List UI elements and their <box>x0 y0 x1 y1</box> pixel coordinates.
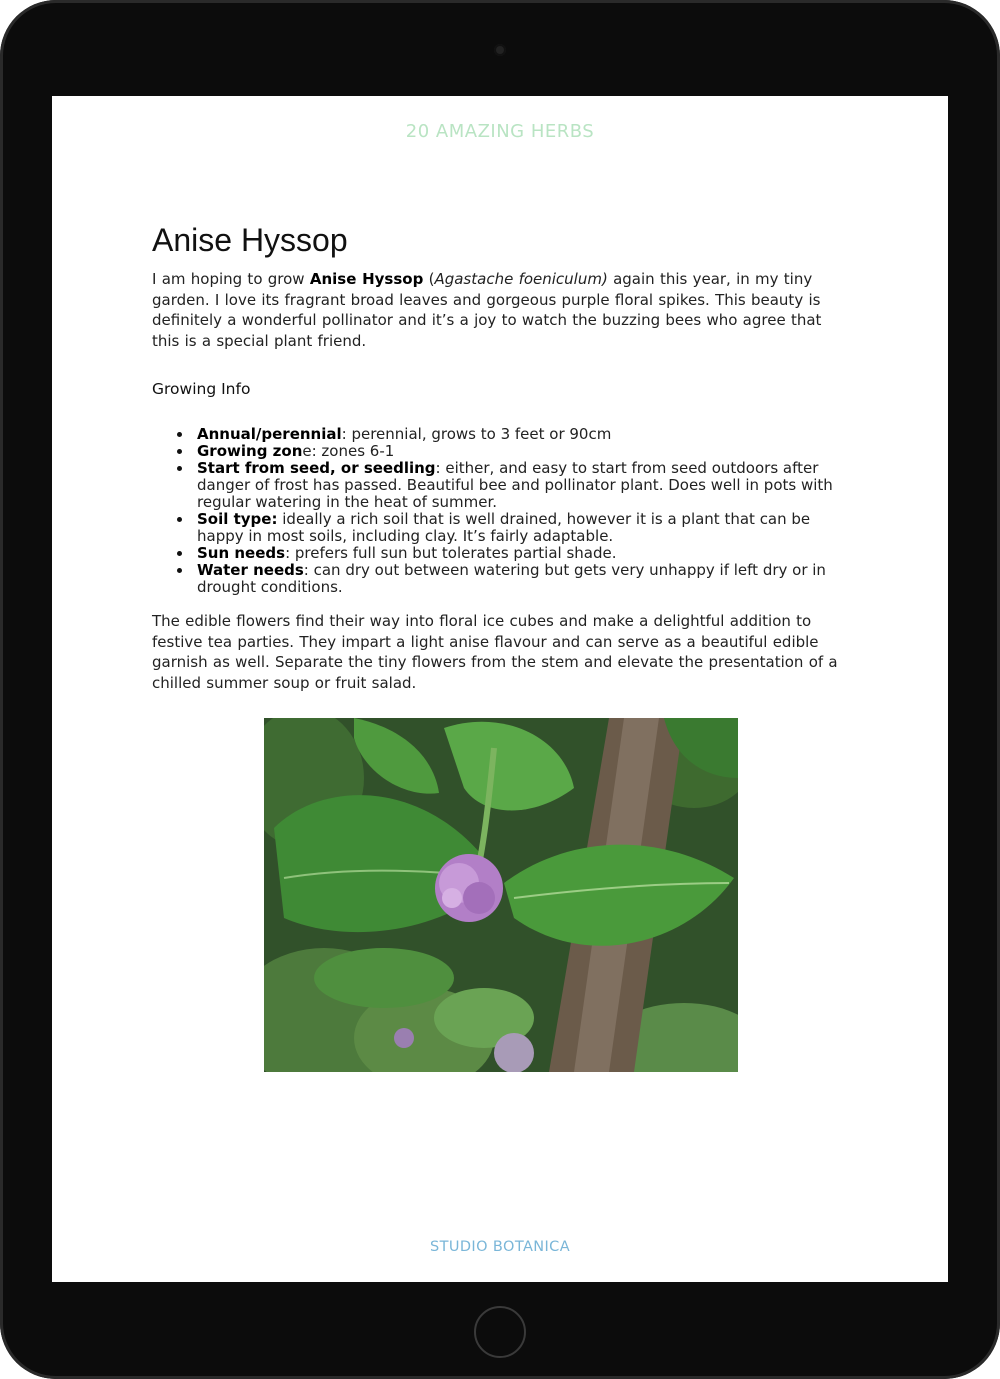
front-camera <box>494 44 506 56</box>
intro-paragraph <box>152 269 852 351</box>
plant-illustration <box>264 718 738 1072</box>
running-header: 20 AMAZING HERBS <box>405 121 595 142</box>
list-item <box>197 460 852 511</box>
list-item-text: ideally a rich soil that is well drained, however it is a plant that can be happy in most soils, including clay. It’s fairly adaptable. <box>197 510 811 545</box>
list-item-text: : can dry out between watering but gets very unhappy if left dry or in drought conditions. <box>197 561 826 596</box>
list-item-label: Water needs <box>197 561 304 579</box>
list-item-label: Start from seed, or seedling <box>197 459 436 477</box>
list-item <box>197 511 852 545</box>
list-item-text: : either, and easy to start from seed outdoors after danger of frost has passed. Beautiful bee and pollinator plant. Does well in pots with regular watering in the heat of summer. <box>197 459 833 511</box>
ebook-page <box>52 96 948 1282</box>
growing-info-list <box>152 426 852 596</box>
list-item-label: Annual/perennial <box>197 425 342 443</box>
anise-hyssop-photo <box>264 718 738 1072</box>
list-item <box>197 545 852 562</box>
plant-name: Anise Hyssop <box>309 270 424 288</box>
article-title: Anise Hyssop <box>152 222 348 258</box>
list-item-label: Soil type: <box>197 510 278 528</box>
closing-paragraph: The edible flowers find their way into floral ice cubes and make a delightful addition to festive tea parties. They impart a light anise flavour and can serve as a beautiful edible garnish as well. Separate the tiny flowers from the stem and elevate the presentation of a chilled summer soup or fruit salad. <box>152 612 838 692</box>
list-item-text: : perennial, grows to 3 feet or 90cm <box>341 425 612 443</box>
list-item <box>197 562 852 596</box>
list-item-label: Sun needs <box>197 544 286 562</box>
list-item-label: Growing zon <box>197 442 303 460</box>
latin-name: Agastache foeniculum) <box>434 270 608 288</box>
list-item-text: : prefers full sun but tolerates partial shade. <box>285 544 617 562</box>
intro-text: I am hoping to grow <box>152 270 310 288</box>
growing-info-heading: Growing Info <box>152 380 251 398</box>
list-item <box>197 443 852 460</box>
footer-brand: STUDIO BOTANICA <box>429 1239 571 1255</box>
article <box>152 222 852 693</box>
home-button[interactable] <box>474 1306 526 1358</box>
list-item <box>197 426 852 443</box>
intro-text-rest: again this year, in my tiny garden. I love its fragrant broad leaves and gorgeous purple floral spikes. This beauty is definitely a wonderful pollinator and it’s a joy to watch the buzzing bees who agree that this is a special plant friend. <box>152 270 822 350</box>
list-item-text: e: zones 6-1 <box>302 442 395 460</box>
intro-paren: ( <box>423 270 435 288</box>
